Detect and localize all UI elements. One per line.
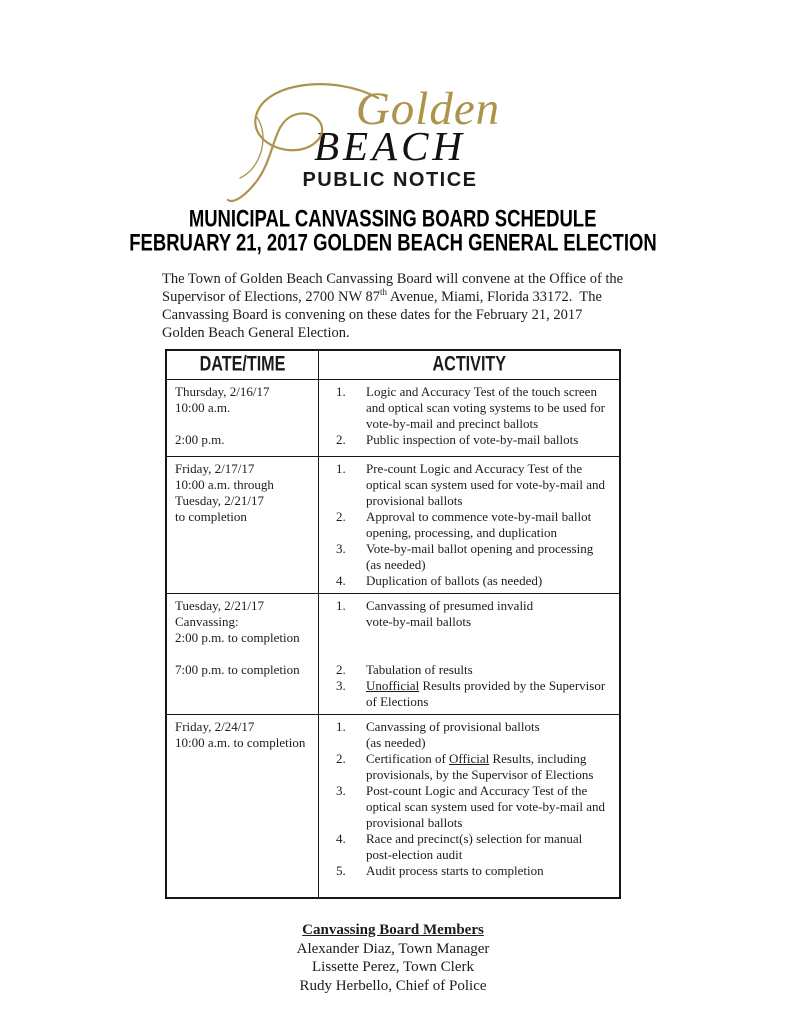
text-segment: Public inspection of vote-by-mail ballots	[366, 432, 579, 447]
board-member: Alexander Diaz, Town Manager	[296, 940, 490, 957]
datetime-line: 10:00 a.m.	[175, 400, 231, 415]
activity-text	[366, 598, 613, 630]
table-header-datetime-label: DATE/TIME	[199, 352, 286, 376]
activity-cell	[319, 380, 619, 456]
text-segment: Pre-count Logic and Accuracy Test of the optical scan system used for vote-by-mail and provisional ballots	[366, 461, 605, 508]
logo-caps-word: BEACH	[313, 123, 467, 169]
activity-text	[366, 662, 613, 678]
datetime-line: 7:00 p.m. to completion	[175, 662, 300, 677]
activity-item	[319, 432, 613, 448]
board-member: Lissette Perez, Town Clerk	[312, 959, 474, 975]
footer-heading: Canvassing Board Members	[302, 922, 484, 938]
table-row	[167, 456, 619, 593]
underlined-text: Unofficial	[366, 678, 420, 693]
activity-text	[366, 751, 613, 783]
activity-item	[319, 598, 613, 630]
table-header-row	[167, 351, 619, 379]
datetime-line	[175, 646, 314, 662]
activity-number: 1.	[336, 719, 346, 734]
text-segment: Post-count Logic and Accuracy Test of the optical scan system used for vote-by-mail and provisional ballots	[366, 783, 605, 830]
datetime-cell	[167, 594, 319, 714]
text-segment: Race and precinct(s) selection for manual post-election audit	[366, 831, 583, 862]
activity-text	[366, 541, 613, 573]
notice-title-line2: FEBRUARY 21, 2017 GOLDEN BEACH GENERAL ELECTION	[129, 228, 657, 256]
activity-text	[366, 831, 613, 863]
board-member: Rudy Herbello, Chief of Police	[299, 977, 487, 994]
activity-number: 2.	[336, 751, 346, 766]
underlined-text: Official	[449, 751, 490, 766]
notice-title	[0, 204, 786, 256]
text-segment: Certification of	[366, 751, 450, 766]
datetime-cell	[167, 715, 319, 897]
activity-number: 3.	[336, 783, 346, 798]
table-row	[167, 593, 619, 714]
activity-text	[366, 863, 613, 879]
text-segment: Logic and Accuracy Test of the touch screen and optical scan voting systems to be used for vote-by-mail and precinct ballots	[366, 384, 606, 431]
datetime-line: Thursday, 2/16/17	[175, 384, 270, 399]
datetime-line: 10:00 a.m. through	[175, 477, 274, 492]
notice-title-line1: MUNICIPAL CANVASSING BOARD SCHEDULE	[189, 204, 597, 232]
table-header-datetime	[167, 351, 319, 379]
activity-number: 2.	[336, 662, 346, 677]
activity-item	[319, 783, 613, 831]
logo-subtitle: PUBLIC NOTICE	[302, 169, 478, 191]
activity-text	[366, 573, 613, 589]
text-segment: (as needed)	[366, 735, 426, 750]
activity-text	[366, 783, 613, 831]
activity-item	[319, 863, 613, 879]
text-segment: Canvassing of presumed invalid	[366, 598, 534, 613]
datetime-line: 2:00 p.m. to completion	[175, 630, 300, 645]
activity-number: 2.	[336, 432, 346, 447]
text-segment: Results provided by the Supervisor of Elections	[366, 678, 606, 709]
datetime-line: Tuesday, 2/21/17	[175, 493, 264, 508]
table-header-activity	[319, 351, 619, 379]
intro-paragraph	[162, 270, 624, 342]
activity-number: 5.	[336, 863, 346, 878]
activity-number: 3.	[336, 541, 346, 556]
activity-text	[366, 719, 613, 751]
datetime-line: Tuesday, 2/21/17	[175, 598, 264, 613]
activity-number: 4.	[336, 573, 346, 588]
text-segment: Vote-by-mail ballot opening and processing (as needed)	[366, 541, 594, 572]
datetime-line: to completion	[175, 509, 247, 524]
intro-superscript: th	[380, 287, 388, 298]
activity-item	[319, 573, 613, 589]
intro-text: Avenue, Miami, Florida 33172. The Canvassing Board is convening on these dates for the February 21, 2017 Golden Beach General Election.	[162, 289, 602, 341]
text-segment: Approval to commence vote-by-mail ballot opening, processing, and duplication	[366, 509, 592, 540]
datetime-line: 10:00 a.m. to completion	[175, 735, 306, 750]
activity-item	[319, 384, 613, 432]
board-members-footer	[0, 921, 786, 995]
activity-number: 3.	[336, 678, 346, 693]
datetime-cell	[167, 380, 319, 456]
table-header-activity-label: ACTIVITY	[432, 352, 506, 376]
logo-script-word: Golden	[355, 83, 501, 135]
text-segment: Canvassing of provisional ballots	[366, 719, 540, 734]
activity-item	[319, 461, 613, 509]
text-segment: vote-by-mail ballots	[366, 614, 472, 629]
activity-item	[319, 719, 613, 751]
activity-item	[319, 751, 613, 783]
activity-text	[366, 432, 613, 448]
activity-text	[366, 384, 613, 432]
town-logo	[0, 83, 786, 191]
activity-text	[366, 509, 613, 541]
datetime-line	[175, 416, 314, 432]
activity-number: 2.	[336, 509, 346, 524]
text-segment: Audit process starts to completion	[366, 863, 544, 878]
activity-cell	[319, 715, 619, 897]
activity-number: 1.	[336, 461, 346, 476]
text-segment: Tabulation of results	[366, 662, 473, 677]
activity-item	[319, 678, 613, 710]
datetime-line: Canvassing:	[175, 614, 239, 629]
activity-text	[366, 461, 613, 509]
activity-number: 1.	[336, 384, 346, 399]
activity-item	[319, 509, 613, 541]
table-row	[167, 714, 619, 897]
datetime-line: Friday, 2/17/17	[175, 461, 255, 476]
datetime-cell	[167, 457, 319, 593]
datetime-line: 2:00 p.m.	[175, 432, 225, 447]
activity-number: 1.	[336, 598, 346, 613]
intro-text: The Town of Golden Beach Canvassing Board will convene at the Office of the Supervisor of Elections, 2700 NW 87	[162, 271, 624, 305]
text-segment: Duplication of ballots (as needed)	[366, 573, 543, 588]
table-row	[167, 379, 619, 456]
datetime-line: Friday, 2/24/17	[175, 719, 255, 734]
activity-item	[319, 541, 613, 573]
text-segment: Results, including provisionals, by the Supervisor of Elections	[366, 751, 594, 782]
footer-members-list	[0, 940, 786, 996]
activity-item	[319, 831, 613, 863]
activity-cell	[319, 594, 619, 714]
activity-cell	[319, 457, 619, 593]
activity-number: 4.	[336, 831, 346, 846]
schedule-table	[165, 349, 621, 899]
activity-item	[319, 662, 613, 678]
activity-text	[366, 678, 613, 710]
